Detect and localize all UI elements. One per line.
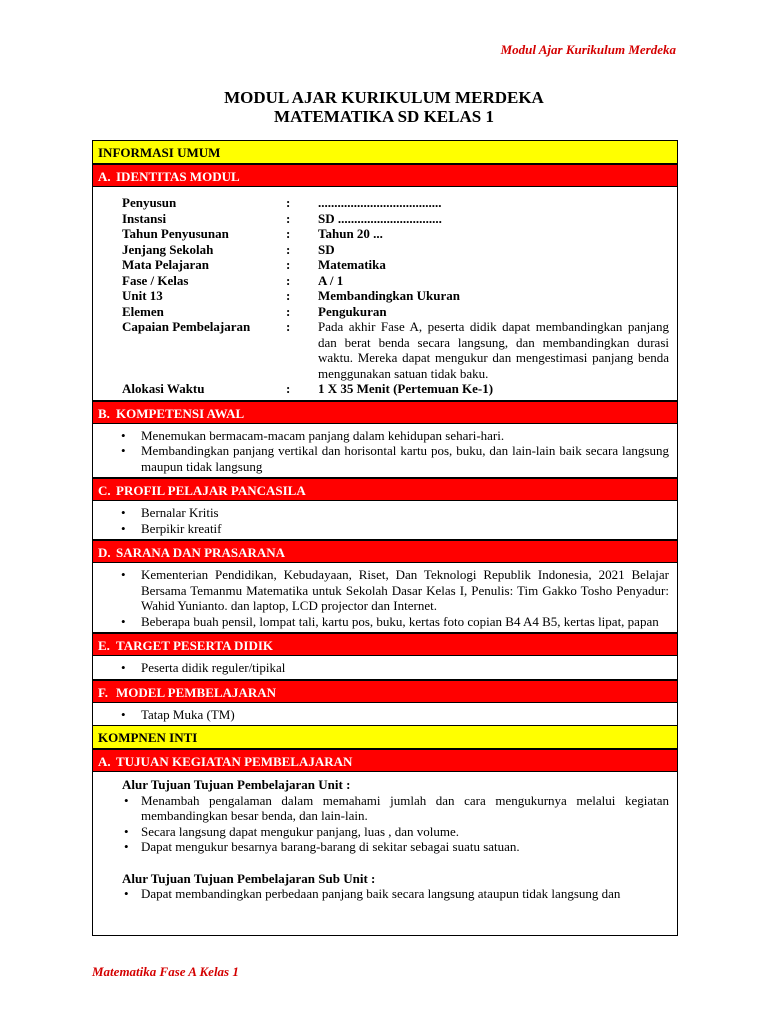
running-header: Modul Ajar Kurikulum Merdeka xyxy=(500,42,676,57)
section-heading: MODEL PEMBELAJARAN xyxy=(116,684,276,700)
ident-value: Pada akhir Fase A, peserta didik dapat membandingkan panjang dan berat benda secara langsung, dan membandingkan durasi waktu. Mereka dapat mengukur dan mengestimasi panjang benda menggunakan satuan tidak baku. xyxy=(318,319,669,381)
section-profil-pelajar xyxy=(93,478,677,501)
ident-row-unit xyxy=(122,288,669,304)
list-item: • Menambah pengalaman dalam memahami jumlah dan cara mengukurnya melalui kegiatan membandingkan besar benda, dan lain-lain. xyxy=(122,793,669,824)
document-title xyxy=(0,88,768,126)
section-heading: PROFIL PELAJAR PANCASILA xyxy=(116,483,306,498)
ident-colon: : xyxy=(286,210,291,226)
ident-value: Membandingkan Ukuran xyxy=(318,288,460,303)
ident-value: Pengukuran xyxy=(318,303,387,319)
ident-key: Capaian Pembelajaran xyxy=(122,319,251,334)
ident-value: A / 1 xyxy=(318,272,344,288)
ident-key: Unit 13 xyxy=(122,288,163,303)
section-letter: A. xyxy=(98,169,111,184)
section-sarana-prasarana xyxy=(93,540,677,563)
title-line-2: MATEMATIKA SD KELAS 1 xyxy=(274,107,494,126)
list-item: • Dapat mengukur besarnya barang-barang di sekitar sebagai suatu satuan. xyxy=(122,839,669,855)
list-item: • Menemukan bermacam-macam panjang dalam kehidupan sehari-hari. xyxy=(117,428,669,444)
kompetensi-panel xyxy=(93,424,677,479)
ident-value: Matematika xyxy=(318,257,386,272)
tujuan-panel xyxy=(93,772,677,902)
section-letter: E. xyxy=(98,638,110,653)
ident-colon: : xyxy=(286,319,291,334)
ident-key: Instansi xyxy=(122,210,167,226)
section-heading: KOMPETENSI AWAL xyxy=(116,405,245,421)
ident-key: Penyusun xyxy=(122,195,177,210)
section-komponen-inti: KOMPNEN INTI xyxy=(93,726,677,749)
ident-row-elemen xyxy=(122,304,669,320)
section-heading: TUJUAN KEGIATAN PEMBELAJARAN xyxy=(116,754,353,769)
title-line-1: MODUL AJAR KURIKULUM MERDEKA xyxy=(224,88,544,107)
list-item: • Tatap Muka (TM) xyxy=(117,707,669,723)
ident-row-mapel xyxy=(122,257,669,273)
subunit-subheading: Alur Tujuan Tujuan Pembelajaran Sub Unit : xyxy=(122,870,376,886)
ident-colon: : xyxy=(286,303,291,319)
sarana-panel xyxy=(93,563,677,633)
ident-colon: : xyxy=(286,288,291,303)
ident-row-penyusun xyxy=(122,195,669,211)
ident-key: Alokasi Waktu xyxy=(122,381,205,396)
ident-colon: : xyxy=(286,257,291,272)
ident-key: Mata Pelajaran xyxy=(122,257,210,272)
section-letter: F. xyxy=(98,684,108,700)
ident-value: SD ................................ xyxy=(318,210,442,226)
running-footer: Matematika Fase A Kelas 1 xyxy=(92,964,239,979)
list-item: • Dapat membandingkan perbedaan panjang baik secara langsung ataupun tidak langsung dan xyxy=(122,886,669,902)
list-item: • Membandingkan panjang vertikal dan horisontal kartu pos, buku, dan lain-lain baik secara langsung maupun tidak langsung xyxy=(117,443,669,474)
ident-row-fase xyxy=(122,273,669,289)
list-item: • Peserta didik reguler/tipikal xyxy=(117,660,669,676)
ident-value: SD xyxy=(318,241,335,257)
section-identitas-modul xyxy=(93,164,677,187)
list-item: • Beberapa buah pensil, lompat tali, kartu pos, buku, kertas foto copian B4 A4 B5, kertas lipat, papan xyxy=(117,614,669,630)
ident-colon: : xyxy=(286,226,291,241)
ident-colon: : xyxy=(286,241,291,257)
section-heading: IDENTITAS MODUL xyxy=(116,169,240,184)
list-item: • Secara langsung dapat mengukur panjang, luas , dan volume. xyxy=(122,824,669,840)
ident-colon: : xyxy=(286,195,291,210)
section-letter: C. xyxy=(98,483,111,498)
section-informasi-umum: INFORMASI UMUM xyxy=(93,141,677,164)
section-letter: D. xyxy=(98,545,111,560)
section-heading: SARANA DAN PRASARANA xyxy=(116,545,286,560)
section-model-pembelajaran xyxy=(93,680,677,703)
identitas-panel xyxy=(93,187,677,401)
list-item: • Kementerian Pendidikan, Kebudayaan, Riset, Dan Teknologi Republik Indonesia, 2021 Belajar Bersama Temanmu Matematika untuk Sekolah Dasar Kelas I, Penulis: Tim Gakko Tosho Penyadur: Wahid Yunianto. dan laptop, LCD projector dan Internet. xyxy=(117,567,669,614)
profil-panel xyxy=(93,501,677,540)
section-tujuan-kegiatan xyxy=(93,749,677,772)
ident-row-instansi xyxy=(122,211,669,227)
ident-row-capaian xyxy=(122,319,669,381)
ident-value: ...................................... xyxy=(318,195,442,210)
list-item: • Bernalar Kritis xyxy=(117,505,669,521)
ident-colon: : xyxy=(286,381,291,396)
ident-key: Elemen xyxy=(122,303,164,319)
module-table xyxy=(92,140,678,936)
ident-colon: : xyxy=(286,272,291,288)
unit-subheading: Alur Tujuan Tujuan Pembelajaran Unit : xyxy=(122,777,351,792)
ident-value: 1 X 35 Menit (Pertemuan Ke-1) xyxy=(318,381,494,396)
ident-key: Jenjang Sekolah xyxy=(122,241,214,257)
ident-key: Fase / Kelas xyxy=(122,272,189,288)
section-letter: B. xyxy=(98,405,110,421)
ident-row-alokasi xyxy=(122,381,669,397)
ident-row-jenjang xyxy=(122,242,669,258)
target-panel xyxy=(93,656,677,680)
section-kompetensi-awal xyxy=(93,401,677,424)
ident-key: Tahun Penyusunan xyxy=(122,226,229,241)
model-panel xyxy=(93,703,677,727)
section-letter: A. xyxy=(98,754,111,769)
list-item: • Berpikir kreatif xyxy=(117,521,669,537)
section-target-peserta xyxy=(93,633,677,656)
section-heading: TARGET PESERTA DIDIK xyxy=(116,638,274,653)
table-bottom-rule xyxy=(92,935,678,936)
ident-row-tahun xyxy=(122,226,669,242)
ident-value: Tahun 20 ... xyxy=(318,226,383,241)
